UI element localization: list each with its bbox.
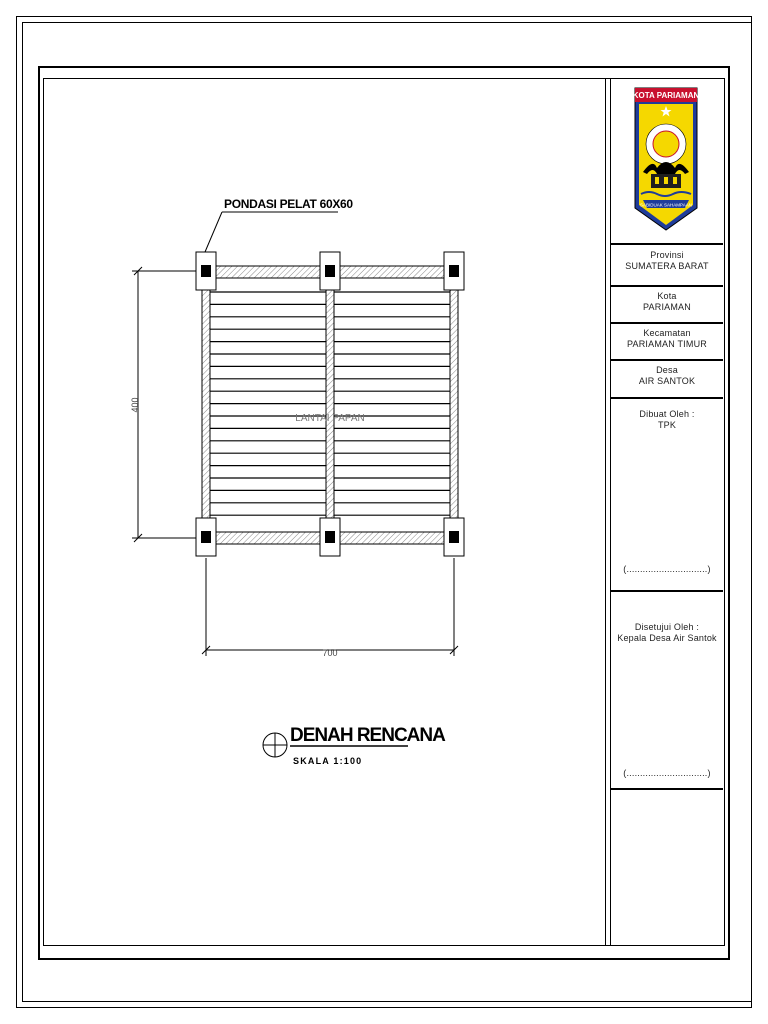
foundation-label: PONDASI PELAT 60X60	[224, 197, 353, 211]
city-value: PARIAMAN	[643, 302, 691, 312]
dimension-horizontal	[202, 558, 458, 658]
made-by-label: Dibuat Oleh :	[639, 409, 695, 419]
made-by-signature: (..............................)	[623, 564, 711, 574]
drawing-scale: SKALA 1:100	[293, 756, 363, 766]
drawing-title-symbol	[263, 733, 287, 757]
dimension-vertical-text: 400	[130, 397, 140, 413]
made-by-value: TPK	[657, 420, 677, 430]
village-value: AIR SANTOK	[638, 376, 696, 386]
drawing-title: DENAH RENCANA	[290, 725, 445, 746]
province-label: Provinsi	[650, 250, 684, 260]
province-value: SUMATERA BARAT	[625, 261, 709, 271]
approved-label: Disetujui Oleh :	[634, 622, 700, 632]
floor-label: LANTAI PAPAN	[295, 413, 365, 424]
district-label: Kecamatan	[643, 328, 691, 338]
dimension-vertical	[130, 267, 196, 542]
logo-motto-text: SABIDUAK SAHAMPAAN	[640, 202, 692, 208]
district-value: PARIAMAN TIMUR	[627, 339, 707, 349]
city-label: Kota	[657, 291, 677, 301]
approved-signature: (..............................)	[623, 768, 711, 778]
approved-value: Kepala Desa Air Santok	[617, 633, 717, 643]
village-label: Desa	[656, 365, 678, 375]
logo-title-text: KOTA PARIAMAN	[633, 91, 699, 100]
dimension-horizontal-text: 700	[322, 648, 338, 658]
